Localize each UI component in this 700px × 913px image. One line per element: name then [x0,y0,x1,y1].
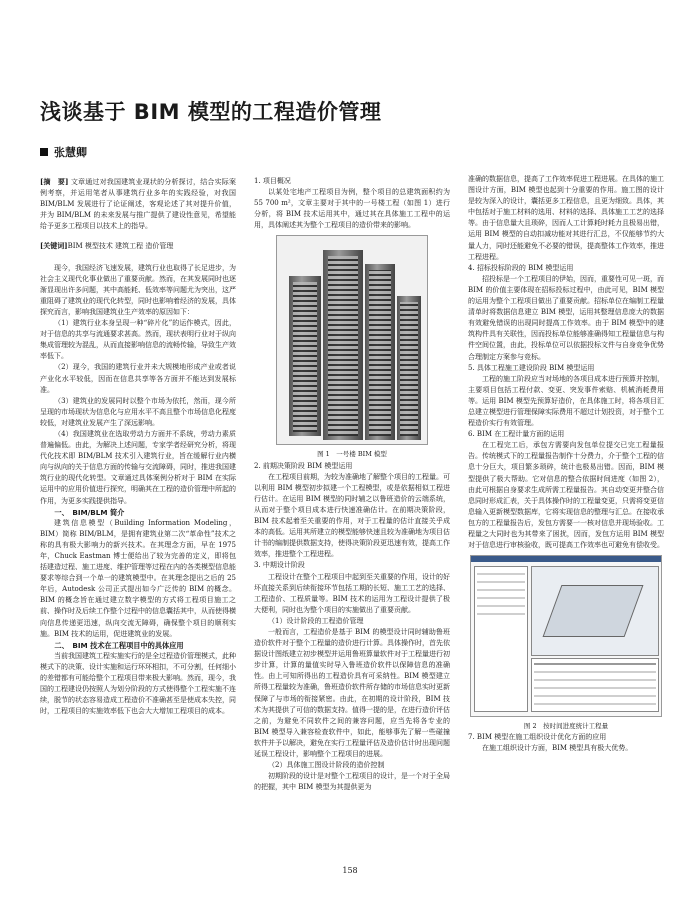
subsection-heading: 7. BIM 模型在施工组织设计优化方面的应用 [468,733,607,742]
keywords-text: BIM 模型技术 建筑工程 造价管理 [67,242,174,251]
body-paragraph: 在工程项目前期，为较为准确地了解整个项目的工程量。可以利用 BIM 模型初步拟建一个工程模型，或是依据相似工程进行估计。在运用 BIM 模型的同时辅之以鲁班造价的云端系统，从而对于整个项目成本进行快速准确估计。在前期决策阶段，BIM 技术起着至关重要的作用，对于工程量的估计直接关乎成本的高低。运用其所建立的模型能够快速且较为准确地为项目估计书的编制提供数据支持，使得决策阶段更迅速有效，提高工作效率，推进整个工程进程。 [254,472,450,559]
body-paragraph: （2）具体施工图设计阶段的造价控制 [268,761,385,770]
body-paragraph: 工程设计在整个工程项目中起到至关重要的作用，设计的好坏直接关系到后续衔接环节包括工期的长短、施工工艺的选择、工程造价、工程质量等。BIM 技术的运用为工程设计提供了极大便利，同时也为整个项目的实施做出了重要贡献。 [254,572,450,614]
subsection-heading: 4. 招标投标阶段的 BIM 模型运用 [468,263,574,272]
column-2 [254,176,450,793]
column-3 [468,174,664,754]
keywords [40,240,236,252]
building-windows [400,302,418,436]
abstract [40,176,236,232]
body-paragraph: 在施工组织设计方面，BIM 模型具有极大优势。 [482,744,633,753]
subsection-heading: 6. BIM 在工程计量方面的运用 [468,430,565,439]
figure-1-building-model [276,235,428,445]
body-paragraph: 一般而言，工程造价是基于 BIM 的模型设计同时辅助鲁班造价软件对于整个工程量的造价进行计算。具体操作时，首先依据设计图纸建立初步模型并运用鲁班算量软件对于工程量进行初步计算，计算的量值实时导入鲁班造价软件以保障信息的准确性。由上可知所得出的工程造价具有可采纳性。BIM 模型建立所得工程量较为准确，鲁班造价软件所存储的市场信息实时更新保障了与市场的衔接紧密。由此，在初期的设计阶段，BIM 技术为其提供了可信的数据支持。值得一提的是，在进行造价评估之前，为避免不同软件之间的兼容问题，应当先将各专业的 BIM 模型导入兼容检查软件中，如此，能够事先了解一些碰撞软件并予以解决，避免在实行工程量评估及造价估计时出现问题延误工程设计，影响整个工程项目的进展。 [254,627,450,758]
author-name: 张慧卿 [54,146,87,159]
abstract-tag: [摘 要] [40,177,69,186]
author-line [40,144,87,160]
quantity-table [531,658,659,712]
body-paragraph: 以某处宅地产工程项目为例，整个项目的总建筑面积约为 55 700 m²，文章主要对于其中的一号楼工程（如图 1）进行分析，将 BIM 技术运用其中，通过其在具体施工工程中的运用，具体阐述其为整个工程项目的造价带来的影响。 [254,188,450,230]
page-number: 158 [342,866,358,875]
body-paragraph: 工程的施工阶段应当对场地的各项目成本进行预算并控制，主要项目包括工程付款、变更、突发事件索赔、机械消耗费用等。运用 BIM 模型先预算好造价，在具体施工时，将各项目汇总建立模型进行管理保障实际费用不超过计划投资，对于整个工程造价实行有效管理。 [468,374,664,428]
building-windows [369,270,391,436]
subsection-heading: 2. 前期决策阶段 BIM 模型运用 [254,461,353,470]
tree-panel [474,566,528,712]
body-paragraph: 准确的数据信息，提高了工作效率促进工程进展。在具体的施工图设计方面，BIM 模型也起到十分重要的作用。施工图的设计是较为深入的设计，囊括更多工程信息，且更为细致。具体，其中包括对于施工材料的选用、材料的选择、具体施工工艺的选择等。由于信息量大且琐碎，因而人工计算耗时耗力且极易出错，运用 BIM 模型的自动扣减功能对其进行汇总，不仅能够节约大量人力，同时还能避免不必要的错误，提高整体工作效率，推进工程进程。 [468,175,664,261]
body-paragraph: 在工程完工后，承包方需要向发包单位提交已完工程量报告。传统模式下的工程量报告制作十分费力，介于整个工程的信息十分巨大，项目繁多琐碎，统计也极易出错。因而，BIM 模型提供了极大帮助。它对信息的整合依据时间进度（如图 2），由此可根据自身要求生成所需工程量报告。其自动变更并整合信息同时形成汇表，关于具体操作时的工程量变更，只需将变更信息输入更新模型数据库，它将实现信息的整理与汇总。在接收承包方的工程量报告后，发包方需要一一核对信息并现场验收。工程量之大同时也为其带来了困扰，因而，发包方运用 BIM 模型对于信息进行审核验收，既可提高工作效率也可避免有偿收受。 [468,441,664,550]
body-paragraph: （1）设计阶段的工程造价管理 [268,616,364,625]
body-paragraph: （3）建筑业的发展同时以整个市场为依托，然而，现今所呈现的市场现状为信息化与应用水平不高且整个市场信息化程度较低，对建筑业发展产生了深远影响。 [40,396,236,427]
body-paragraph: （1）建筑行业本身呈现一种“碎片化”的运作模式，因此，对于信息的共享与流通要求甚高。然而，现状表明行业对于纵向集成管理较为混乱，从而直接影响信息的流畅传输，导致生产效率低下。 [40,319,236,361]
figure-2-software-screenshot [470,555,662,717]
figure-2-caption: 图 2 按时间进度统计工程量 [523,722,609,731]
window-titlebar [471,556,661,562]
square-bullet-icon [40,148,48,156]
section-heading: 一、 BIM/BLM 简介 [54,507,125,517]
body-paragraph: （4）我国建筑业在选取劳动力方面并不系统，劳动力素质普遍偏低。由此，为解决上述问题，专家学者经研究分析，将现代化技术即 BIM/BLM 技术引入建筑行业，旨在缓解行业内横向与纵向的关于信息方面的传输与交流障碍，同时，推进我国建筑行业的现代化转型。文章通过具体案例分析对于 BIM 在实际运用中的应用价值进行探究，明确其在工程的造价管理中所起的作用，为更多实践提供指导。 [40,429,236,505]
column-1 [40,176,236,717]
building-windows [293,282,317,432]
subsection-heading: 5. 具体工程施工建设阶段 BIM 模型运用 [468,363,595,372]
model-viewport [531,566,659,656]
body-paragraph: 初期阶段的设计是对整个工程项目的设计，是一个对于全局的把握，其中 BIM 模型为其提供更为 [254,772,450,792]
section-heading: 二、 BIM 技术在工程项目中的具体应用 [54,640,184,650]
body-paragraph: 招投标是一个工程项目的伊始，因而，重要性可见一斑，而 BIM 的价值主要体现在招标投标过程中，由此可见，BIM 模型的运用为整个工程项目做出了重要贡献。招标单位在编制工程量清单时将数据信息建立 BIM 模型，运用其整理信息庞大的数据有效避免错误的出现同时提高工作效率。由于 BIM 模型中的建筑构件具有关联性，因而投标单位能够准确得知工程量信息与构件空间位置，由此，投标单位可以依据投标文件与自身竞争优势合理制定方案参与竞标。 [468,274,664,361]
body-paragraph: 建筑信息模型（Building Information Modeling，BIM）简称 BIM/BLM，是拥有建筑业第二次“革命性”技术之称的具有极大影响力的新兴技术。在其理念方面，早在 1975 年，Chuck Eastman 博士便给出了较为完善的定义，即将包括建造过程、施工进度、维护管理等过程在内的各类模型信息能要求等综合到一个单一的建筑模型中。在其理念提出之后的 25 年后，Autodesk 公司正式提出如今广泛传的 BIM 的概念。BIM 的概念旨在通过建立数字模型的方式将工程项目施工之前、操作时及后续工作整个过程中的信息囊括其中，从而使得横向信息传递更迅速，纵向交流无障碍，确保整个项目的顺利实施。BIM 技术的运用，促进建筑业的发展。 [40,518,236,638]
subsection-heading: 3. 中期设计阶段 [254,561,305,570]
abstract-block [40,176,236,253]
abstract-text: 文章通过对我国建筑业现状的分析探讨，结合实际案例考察，并运用笔者从事建筑行业多年的实践经验，对我国 BIM/BLM 发展进行了论证阐述，客观论述了其对提升价值，并为 BIM/BLM 的未来发展与推广提供了建设性意见，希望能给予更多工程项目以技术上的指导。 [40,178,237,231]
body-paragraph: 现今，我国经济飞速发展，建筑行业也取得了长足进步，为社会主义现代化事业做出了重要贡献。然而，在其发展同时也逐渐显现出许多问题，其中高能耗、低效率等问题尤为突出，这严重阻碍了建筑业的现代化转型，同时也影响着经济的发展，具体探究而言，影响我国建筑业生产效率的原因如下： [40,263,236,316]
subsection-heading: 1. 项目概况 [254,177,291,185]
keywords-tag: [关键词] [40,241,68,251]
body-paragraph: 当前我国建筑工程实施实行的是全过程造价管理模式，此种模式下的决策、设计实施和运行环环相扣，不可分割，任何细小的差错都有可能给整个工程项目带来极大影响。然而，现今，我国的工程建设仍按照人为划分阶段的方式使得整个工程实施不连续，脱节的状态容易造成工程造价不准确甚至是使成本失控，同时，工程项目的实施效率低下也会大大增加工程项目的成本。 [40,651,236,716]
figure-1-caption: 图 1 一号楼 BIM 模型 [317,450,387,459]
body-paragraph: （2）现今，我国的建筑行业并未大规模地形成产业或者说产业化水平较低，因而在信息共享等各方面并不能达到发展标准。 [40,363,236,394]
building-windows [328,256,358,436]
paper-title: 浅谈基于 BIM 模型的工程造价管理 [40,100,382,124]
